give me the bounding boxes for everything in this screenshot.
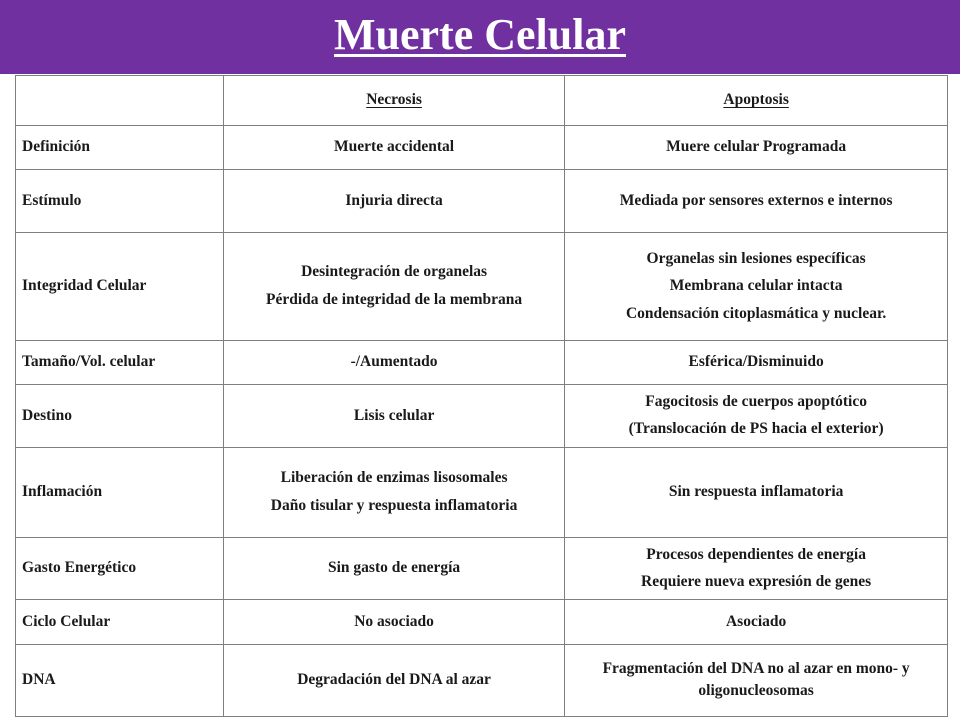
table-row xyxy=(16,170,948,232)
table-row xyxy=(16,644,948,716)
apoptosis-cell xyxy=(565,538,948,600)
apoptosis-cell-line: Muere celular Programada xyxy=(666,138,847,156)
apoptosis-cell-line: Membrana celular intacta xyxy=(669,277,843,295)
apoptosis-cell-line: Organelas sin lesiones específicas xyxy=(646,249,866,267)
necrosis-cell-line: No asociado xyxy=(354,612,434,630)
necrosis-cell-line: Pérdida de integridad de la membrana xyxy=(265,290,523,308)
row-label: Definición xyxy=(16,126,224,170)
apoptosis-cell-line: Fragmentación del DNA no al azar en mono- y oligonucleosomas xyxy=(602,659,910,700)
row-label: Integridad Celular xyxy=(16,232,224,341)
row-label: Estímulo xyxy=(16,170,224,232)
table-body xyxy=(16,126,948,717)
apoptosis-cell-line: Requiere nueva expresión de genes xyxy=(641,573,872,591)
necrosis-cell xyxy=(223,447,564,537)
necrosis-cell-line: Liberación de enzimas lisosomales xyxy=(280,469,508,487)
apoptosis-cell xyxy=(565,385,948,447)
apoptosis-cell xyxy=(565,232,948,341)
header-apoptosis: Apoptosis xyxy=(565,76,948,126)
row-label: Destino xyxy=(16,385,224,447)
comparison-table xyxy=(15,75,948,717)
necrosis-cell xyxy=(223,644,564,716)
necrosis-cell xyxy=(223,126,564,170)
table-row xyxy=(16,385,948,447)
necrosis-cell-line: Muerte accidental xyxy=(334,138,455,156)
row-label: Gasto Energético xyxy=(16,538,224,600)
row-label: Inflamación xyxy=(16,447,224,537)
necrosis-cell xyxy=(223,538,564,600)
apoptosis-cell-line: Mediada por sensores externos e internos xyxy=(619,191,893,209)
necrosis-cell-line: Desintegración de organelas xyxy=(301,263,488,281)
table-row xyxy=(16,126,948,170)
necrosis-cell-line: Lisis celular xyxy=(353,406,435,424)
header-row xyxy=(16,76,948,126)
apoptosis-cell xyxy=(565,600,948,644)
apoptosis-cell xyxy=(565,447,948,537)
table-row xyxy=(16,538,948,600)
apoptosis-cell-line: Sin respuesta inflamatoria xyxy=(668,483,844,501)
apoptosis-cell-line: Fagocitosis de cuerpos apoptótico xyxy=(645,392,867,410)
necrosis-cell xyxy=(223,232,564,341)
necrosis-cell-line: -/Aumentado xyxy=(350,353,438,371)
apoptosis-cell xyxy=(565,126,948,170)
apoptosis-cell xyxy=(565,170,948,232)
page-title: Muerte Celular xyxy=(334,10,626,59)
apoptosis-cell-line: Procesos dependientes de energía xyxy=(646,545,866,563)
table-row xyxy=(16,232,948,341)
table-row xyxy=(16,341,948,385)
apoptosis-cell xyxy=(565,341,948,385)
necrosis-cell xyxy=(223,341,564,385)
apoptosis-cell-line: Esférica/Disminuido xyxy=(688,353,824,371)
necrosis-cell xyxy=(223,600,564,644)
necrosis-cell xyxy=(223,385,564,447)
table-row xyxy=(16,447,948,537)
apoptosis-cell-line: (Translocación de PS hacia el exterior) xyxy=(628,420,884,438)
apoptosis-cell-line: Asociado xyxy=(725,612,787,630)
table-row xyxy=(16,600,948,644)
header-corner xyxy=(16,76,224,126)
row-label: Tamaño/Vol. celular xyxy=(16,341,224,385)
necrosis-cell-line: Degradación del DNA al azar xyxy=(297,671,491,689)
apoptosis-cell xyxy=(565,644,948,716)
necrosis-cell-line: Sin gasto de energía xyxy=(327,559,461,577)
apoptosis-cell-line: Condensación citoplasmática y nuclear. xyxy=(625,304,887,322)
necrosis-cell-line: Daño tisular y respuesta inflamatoria xyxy=(270,496,518,514)
row-label: Ciclo Celular xyxy=(16,600,224,644)
row-label: DNA xyxy=(16,644,224,716)
header-necrosis: Necrosis xyxy=(223,76,564,126)
necrosis-cell-line: Injuria directa xyxy=(345,191,443,209)
necrosis-cell xyxy=(223,170,564,232)
